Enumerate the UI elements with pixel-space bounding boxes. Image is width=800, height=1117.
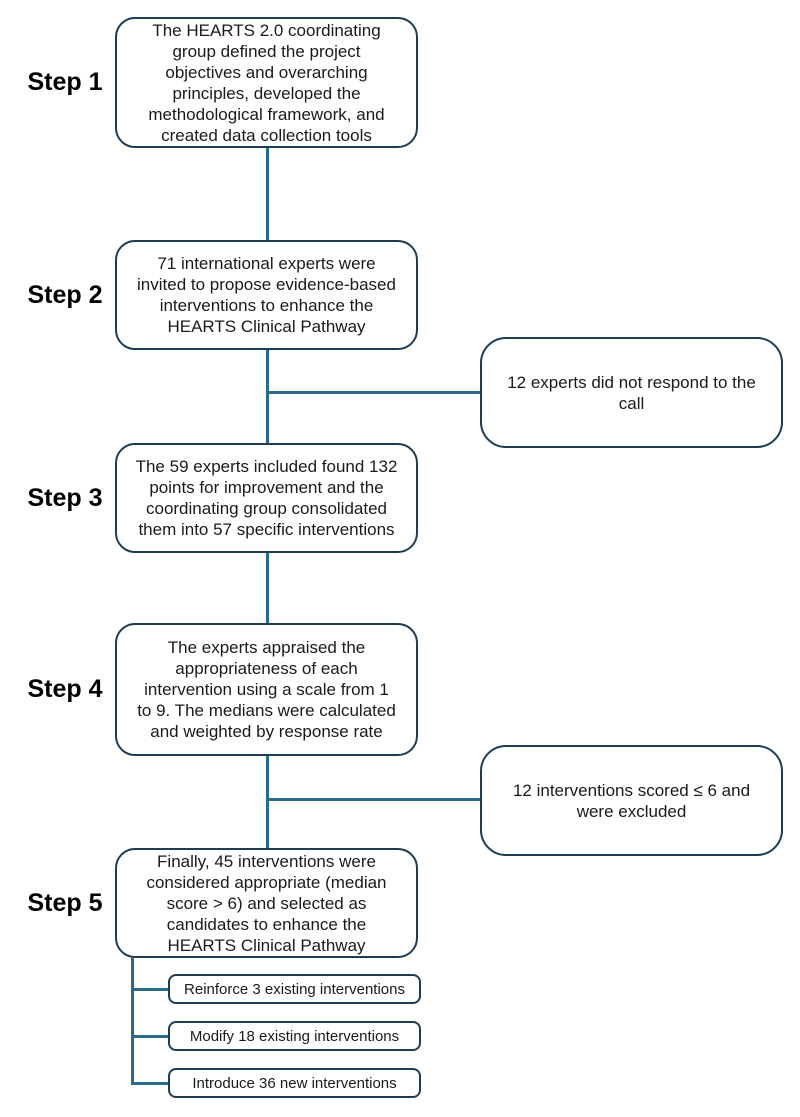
connector-step4-step5 — [266, 756, 269, 848]
outcome-reinforce-text: Reinforce 3 existing interventions — [184, 980, 405, 998]
outcome-trunk-line — [131, 958, 134, 1085]
outcome-stub-3 — [133, 1082, 169, 1085]
outcome-box-introduce — [168, 1068, 421, 1098]
step-2-box — [115, 240, 418, 350]
outcome-box-reinforce — [168, 974, 421, 1004]
step-5-label: Step 5 — [27, 889, 103, 917]
step-1-text: The HEARTS 2.0 coordinating group defined the project objectives and overarching principles, developed the methodological framework, and created data collection tools — [148, 20, 385, 145]
outcome-modify-text: Modify 18 existing interventions — [189, 1027, 400, 1045]
exclusion-2-text: 12 interventions scored ≤ 6 and were excluded — [512, 780, 751, 821]
step-4-label: Step 4 — [27, 675, 103, 703]
outcome-introduce-text: Introduce 36 new interventions — [192, 1074, 397, 1092]
step-3-label: Step 3 — [27, 484, 103, 512]
connector-step3-step4 — [266, 553, 269, 623]
exclusion-box-1 — [480, 337, 783, 448]
step-3-box — [115, 443, 418, 553]
branch-to-exclusion-1 — [268, 391, 480, 394]
exclusion-box-2 — [480, 745, 783, 856]
outcome-stub-1 — [133, 988, 169, 991]
exclusion-1-text: 12 experts did not respond to the call — [507, 372, 756, 413]
branch-to-exclusion-2 — [268, 798, 480, 801]
connector-step1-step2 — [266, 148, 269, 240]
outcome-stub-2 — [133, 1035, 169, 1038]
step-2-label: Step 2 — [27, 281, 103, 309]
outcome-box-modify — [168, 1021, 421, 1051]
step-1-box — [115, 17, 418, 148]
step-4-text: The experts appraised the appropriateness of each intervention using a scale from 1 to 9. The medians were calculated and weighted by response rate — [137, 638, 396, 741]
step-4-box — [115, 623, 418, 756]
connector-step2-step3 — [266, 350, 269, 443]
step-1-label: Step 1 — [27, 68, 103, 96]
step-5-text: Finally, 45 interventions were considered appropriate (median score > 6) and selected as candidates to enhance the HEARTS Clinical Pathway — [146, 851, 387, 955]
step-5-box — [115, 848, 418, 958]
step-3-text: The 59 experts included found 132 points for improvement and the coordinating group consolidated them into 57 specific interventions — [135, 457, 398, 539]
step-2-text: 71 international experts were invited to propose evidence-based interventions to enhance the HEARTS Clinical Pathway — [137, 254, 396, 336]
